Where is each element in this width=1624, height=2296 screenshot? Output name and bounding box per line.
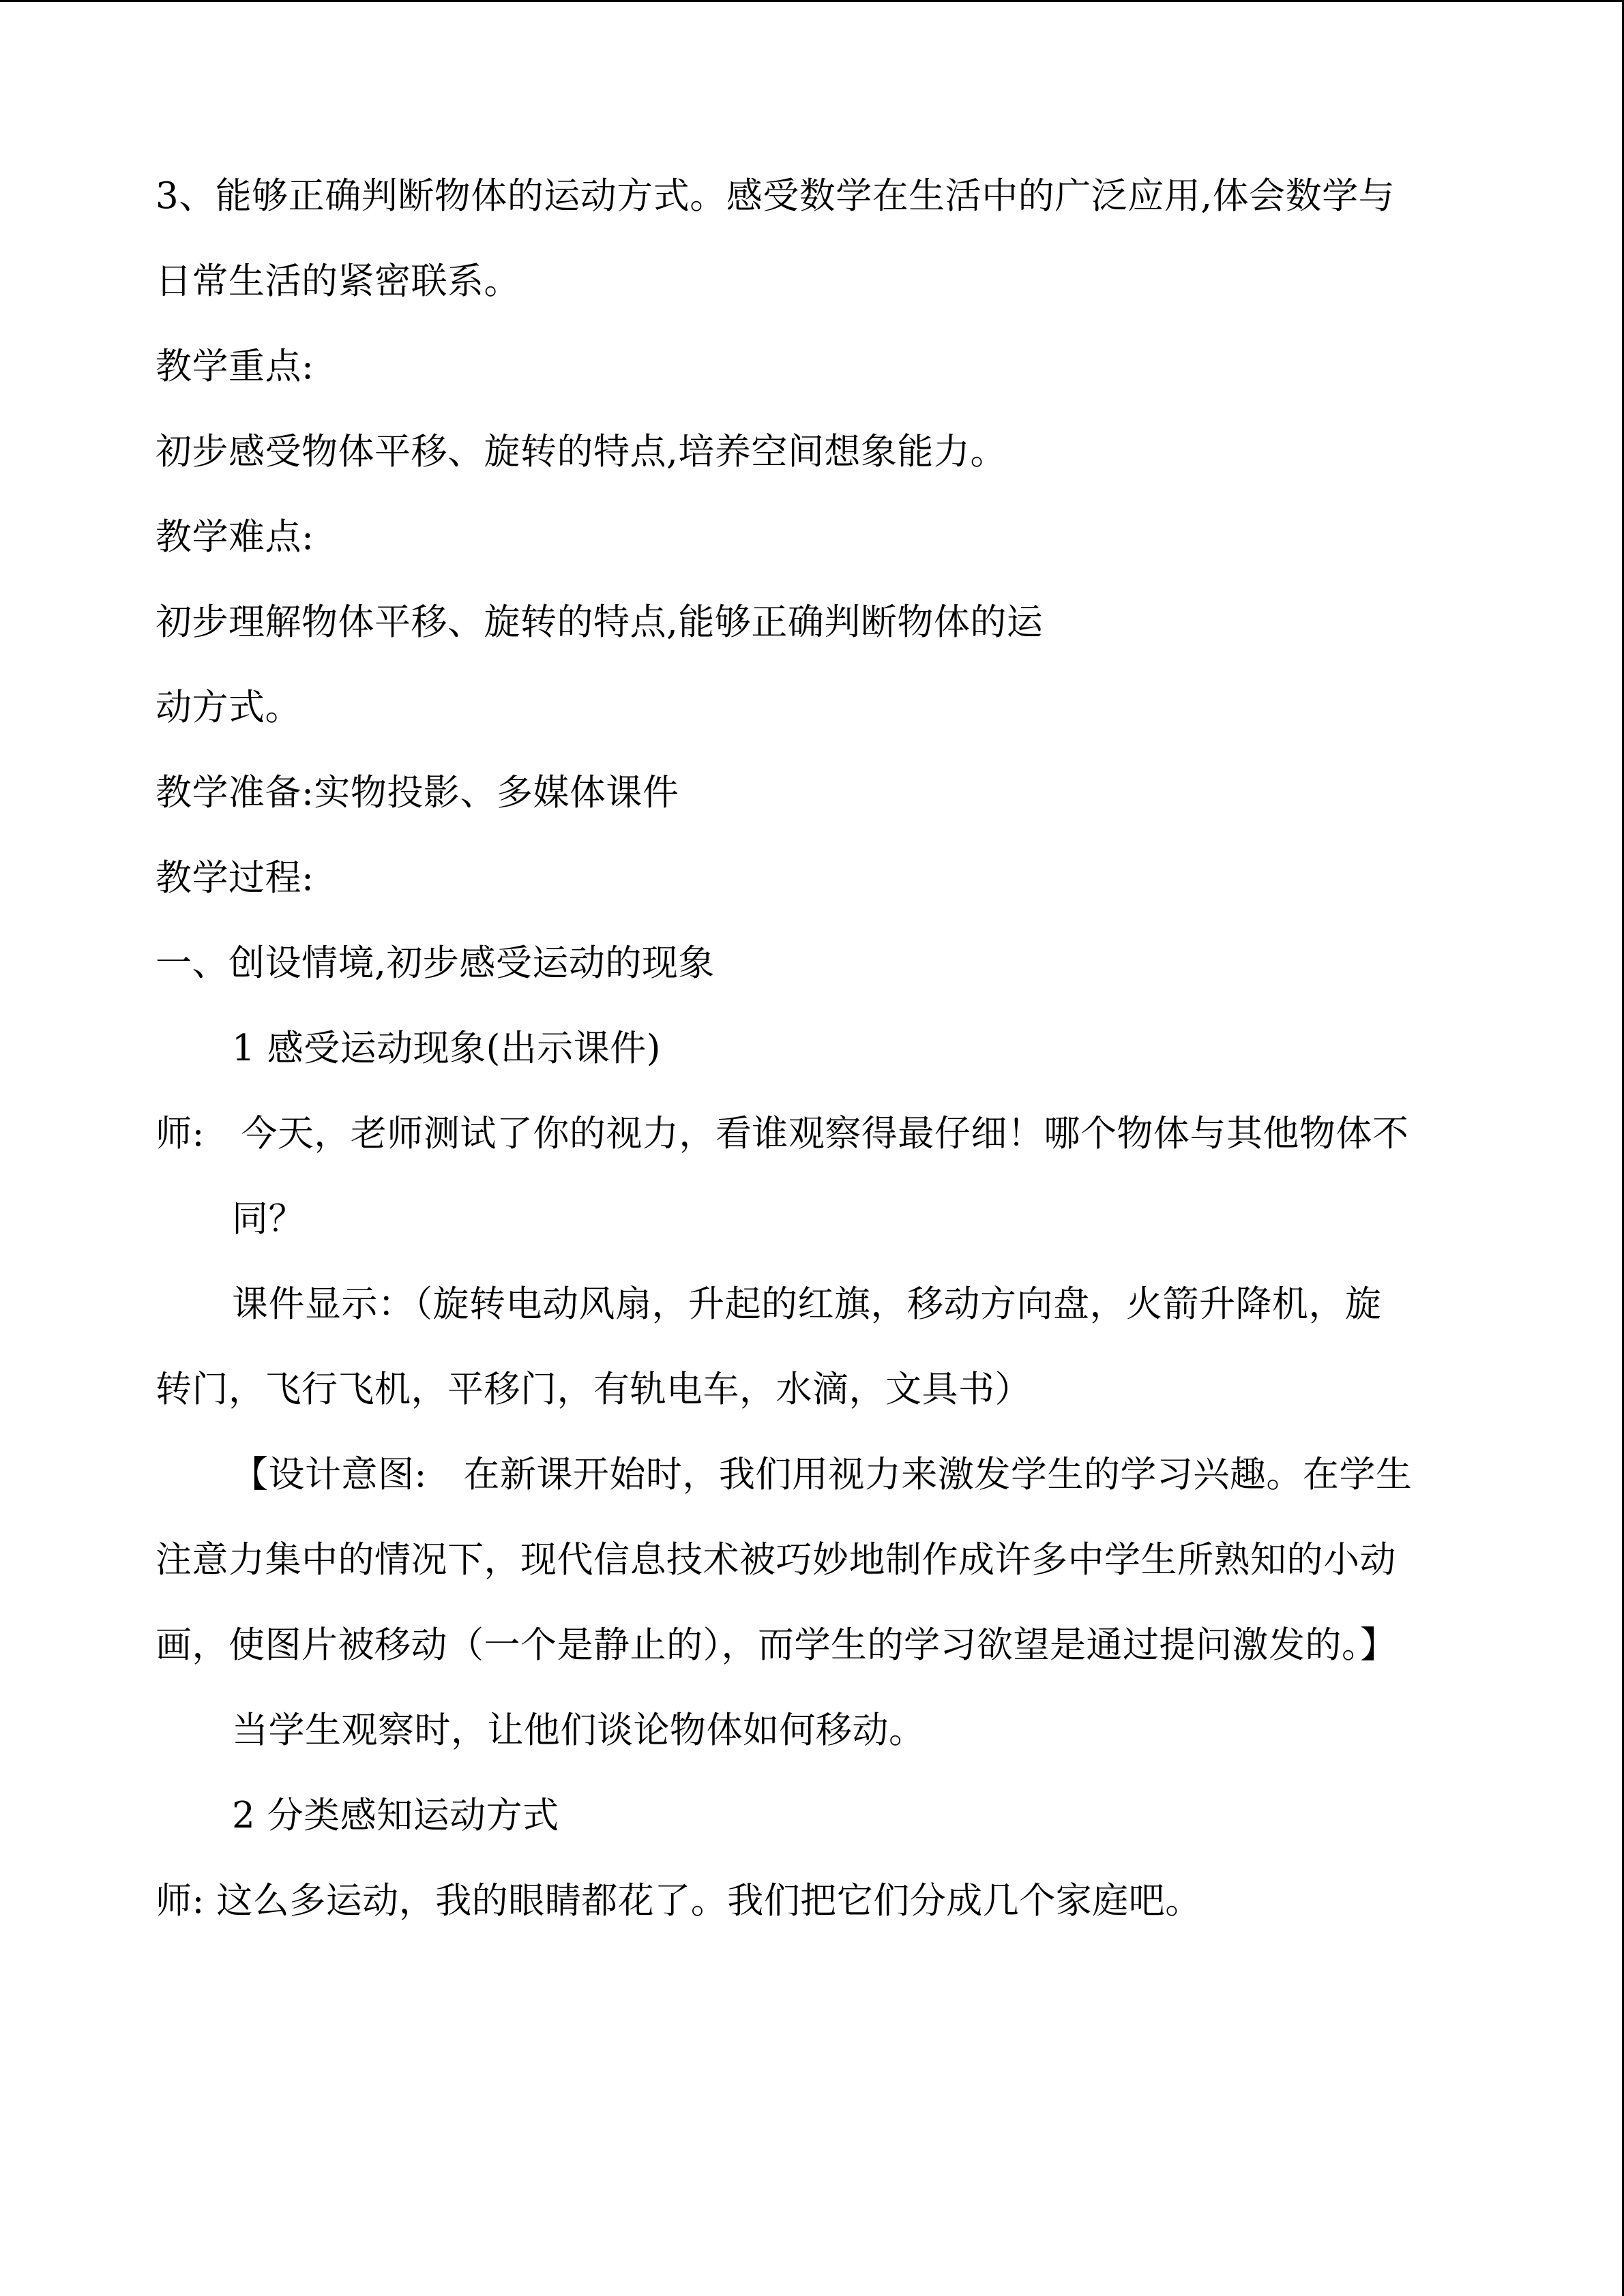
objective-3-line-1: 3、能够正确判断物体的运动方式。感受数学在生活中的广泛应用,体会数学与 <box>156 175 1396 217</box>
step-2-heading: 2 分类感知运动方式 <box>232 1795 559 1836</box>
design-intent-line-1: 【设计意图: 在新课开始时，我们用视力来激发学生的学习兴趣。在学生 <box>232 1454 1413 1495</box>
courseware-line-2: 转门，飞行飞机，平移门，有轨电车，水滴，文具书） <box>156 1369 1031 1410</box>
courseware-line-1: 课件显示：（旋转电动风扇，升起的红旗，移动方向盘，火箭升降机，旋 <box>232 1283 1382 1325</box>
key-points-heading: 教学重点: <box>156 346 314 387</box>
step-1-heading: 1 感受运动现象(出示课件) <box>232 1028 661 1069</box>
design-intent-line-2: 注意力集中的情况下，现代信息技术被巧妙地制作成许多中学生所熟知的小动 <box>156 1539 1396 1581</box>
difficulties-heading: 教学难点: <box>156 516 314 558</box>
observation-line: 当学生观察时，让他们谈论物体如何移动。 <box>232 1710 926 1751</box>
preparation-line: 教学准备:实物投影、多媒体课件 <box>156 772 679 814</box>
process-heading: 教学过程: <box>156 857 314 899</box>
teacher-line-1: 师: 今天，老师测试了你的视力，看谁观察得最仔细！哪个物体与其他物体不 <box>156 1113 1409 1154</box>
section-one-heading: 一、创设情境,初步感受运动的现象 <box>156 942 715 984</box>
key-points-text: 初步感受物体平移、旋转的特点,培养空间想象能力。 <box>156 431 1007 473</box>
difficulties-text-line-1: 初步理解物体平移、旋转的特点,能够正确判断物体的运 <box>156 601 1044 643</box>
design-intent-line-3: 画，使图片被移动（一个是静止的），而学生的学习欲望是通过提问激发的。】 <box>156 1624 1397 1666</box>
objective-3-line-2: 日常生活的紧密联系。 <box>156 260 520 302</box>
teacher-line-3: 师: 这么多运动，我的眼睛都花了。我们把它们分成几个家庭吧。 <box>156 1880 1202 1922</box>
difficulties-text-line-2: 动方式。 <box>156 687 301 728</box>
teacher-line-2: 同？ <box>232 1198 305 1240</box>
